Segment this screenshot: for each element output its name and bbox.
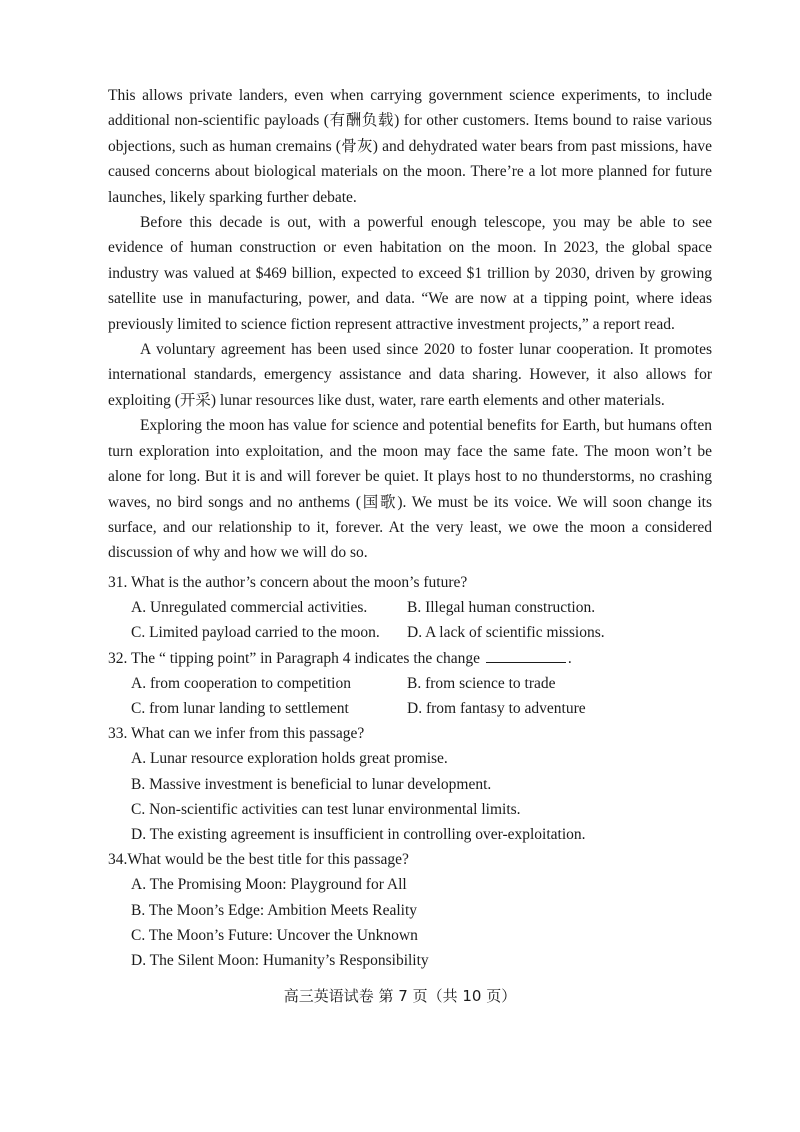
option-d: D. The existing agreement is insufficient in controlling over-exploitation.: [131, 826, 586, 844]
option-d: D. A lack of scientific missions.: [407, 624, 605, 642]
option-a: A. Lunar resource exploration holds great promise.: [131, 750, 448, 768]
question-33-stem: 33. What can we infer from this passage?: [108, 725, 365, 743]
question-34-stem: 34.What would be the best title for this passage?: [108, 851, 409, 869]
option-c: C. Non-scientific activities can test lunar environmental limits.: [131, 800, 521, 818]
option-b: B. The Moon’s Edge: Ambition Meets Reality: [131, 901, 418, 919]
reading-passage: [108, 83, 712, 566]
option-c: C. from lunar landing to settlement: [131, 700, 349, 718]
option-a: A. The Promising Moon: Playground for All: [131, 876, 407, 894]
question-31-options-row: [108, 595, 712, 620]
question-list: [108, 570, 712, 973]
option-c: C. The Moon’s Future: Uncover the Unknown: [131, 926, 418, 944]
paragraph: A voluntary agreement has been used since 2020 to foster lunar cooperation. It promotes international standards, emergency assistance and data sharing. However, it also allows for exploiting (开采) lunar resources like dust, water, rare earth elements and other materials.: [108, 341, 712, 409]
question-32-stem-text: 32. The “ tipping point” in Paragraph 4 indicates the change: [108, 649, 481, 667]
option-d: D. The Silent Moon: Humanity’s Responsibility: [131, 952, 429, 970]
option-b: B. Massive investment is beneficial to lunar development.: [131, 775, 492, 793]
option-a: A. from cooperation to competition: [131, 674, 351, 692]
question-32-stem-end: .: [567, 649, 572, 667]
option-d: D. from fantasy to adventure: [407, 700, 586, 718]
page-footer: 高三英语试卷 第 7 页（共 10 页）: [283, 987, 517, 1005]
question-31-stem: 31. What is the author’s concern about the moon’s future?: [108, 574, 468, 591]
paragraph: This allows private landers, even when carrying government science experiments, to include additional non-scientific payloads (有酬负载) for other customers. Items bound to raise various objections, such as human cremains (骨灰) and dehydrated water bears from past missions, have caused concerns about biological materials on the moon. There’re a lot more planned for future launches, likely sparking further debate.: [108, 87, 712, 206]
option-c: C. Limited payload carried to the moon.: [131, 624, 380, 642]
answer-blank: [486, 648, 566, 663]
question-32-options-row: [108, 671, 712, 696]
option-b: B. from science to trade: [407, 674, 556, 692]
paragraph: Before this decade is out, with a powerful enough telescope, you may be able to see evidence of human construction or even habitation on the moon. In 2023, the global space industry was valued at $469 billion, expected to exceed $1 trillion by 2030, driven by growing satellite use in manufacturing, power, and data. “We are now at a tipping point, where ideas previously limited to science fiction represent attractive investment projects,” a report read.: [108, 214, 712, 333]
question-31-options-row: [108, 620, 712, 645]
question-32-stem: [108, 646, 712, 671]
option-a: A. Unregulated commercial activities.: [131, 599, 368, 617]
option-b: B. Illegal human construction.: [407, 599, 596, 617]
question-32-options-row: [108, 696, 712, 721]
paragraph: Exploring the moon has value for science and potential benefits for Earth, but humans often turn exploration into exploitation, and the moon may face the same fate. The moon won’t be alone for long. But it is and will forever be quiet. It plays host to no thunderstorms, no crashing waves, no bird songs and no anthems (国歌). We must be its voice. We will soon change its surface, and our relationship to it, forever. At the very least, we owe the moon a considered discussion of why and how we will do so.: [108, 417, 712, 562]
